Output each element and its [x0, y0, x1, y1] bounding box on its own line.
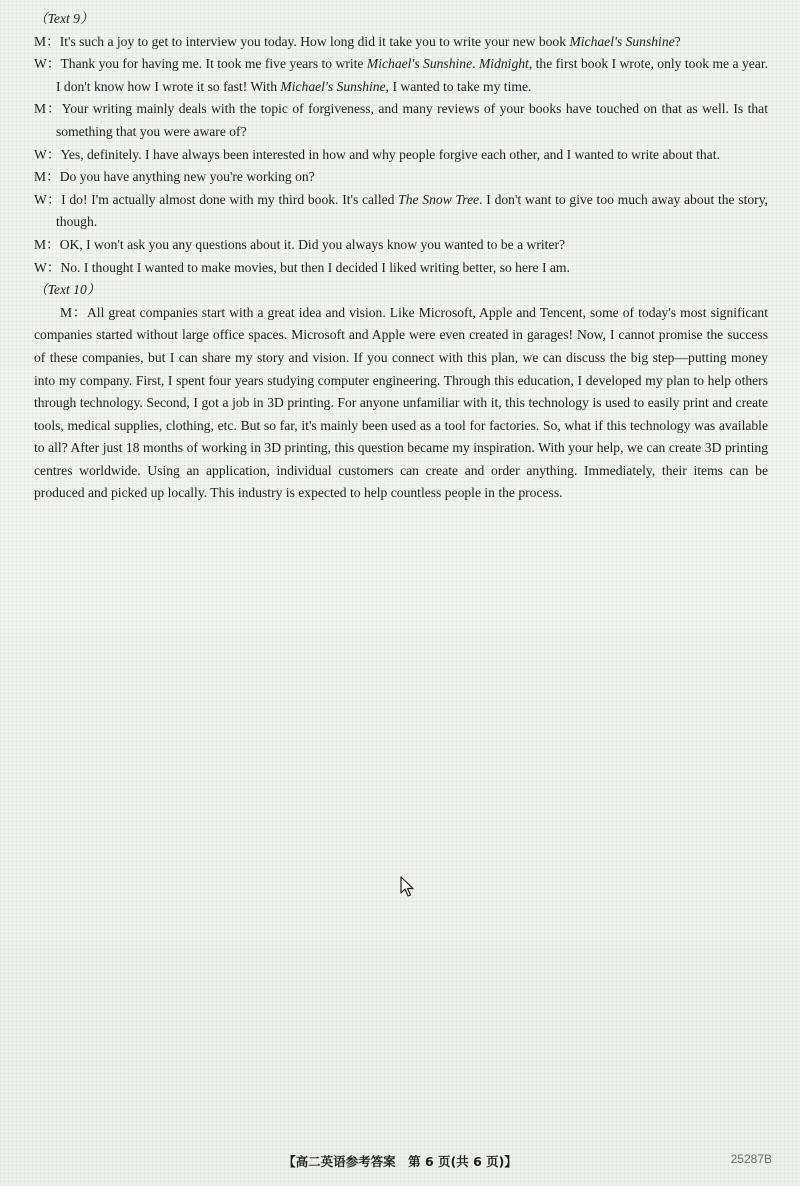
book-title: Midnight	[478, 56, 529, 72]
footer-code: 25287B	[730, 1152, 772, 1166]
dialogue-line	[34, 234, 768, 257]
dialogue-text: It's such a joy to get to interview you today. How long did it take you to write your new book	[59, 33, 570, 49]
footer-page-info: 【高二英语参考答案 第 6 页(共 6 页)】	[283, 1154, 517, 1169]
speaker-label: M：	[34, 169, 60, 185]
dialogue-text: I do! I'm actually almost done with my third book. It's called	[61, 191, 399, 207]
text9-dialogue	[34, 31, 768, 280]
text10-speaker: M：	[60, 304, 87, 320]
book-title: Michael's Sunshine	[569, 33, 675, 49]
speaker-label: W：	[34, 191, 62, 207]
dialogue-text: . I don't want to give too much away about the story, though.	[56, 191, 769, 230]
dialogue-text: Your writing mainly deals with the topic of forgiveness, and many reviews of your books have touched on that as well. Is that something that you were aware of?	[56, 101, 768, 139]
book-title: Michael's Sunshine	[366, 56, 473, 72]
dialogue-text: , the first book I wrote, only took me a year. I don't know how I wrote it so fast! With	[56, 56, 768, 94]
text9-label: （Text 9）	[34, 11, 94, 26]
dialogue-line	[34, 189, 768, 234]
speaker-label: M：	[34, 33, 60, 49]
mouse-cursor-icon	[400, 876, 414, 898]
dialogue-line	[34, 144, 768, 167]
dialogue-text: Thank you for having me. It took me five years to write	[60, 56, 367, 72]
dialogue-text: Do you have anything new you're working on?	[59, 169, 315, 185]
dialogue-text: ?	[674, 33, 681, 49]
text10-label: （Text 10）	[34, 282, 101, 298]
dialogue-text: OK, I won't ask you any questions about it. Did you always know you wanted to be a writer?	[59, 236, 566, 252]
text10-paragraph	[34, 302, 768, 505]
dialogue-line	[34, 31, 768, 54]
dialogue-line	[34, 98, 768, 143]
dialogue-line	[34, 53, 768, 98]
dialogue-line	[34, 257, 768, 280]
dialogue-text: No. I thought I wanted to make movies, but then I decided I liked writing better, so here I am.	[60, 259, 570, 275]
book-title: Michael's Sunshine	[280, 78, 386, 94]
speaker-label: W：	[34, 146, 61, 162]
dialogue-text: , I wanted to take my time.	[385, 78, 532, 94]
book-title: The Snow Tree	[398, 191, 480, 207]
dialogue-text: Yes, definitely. I have always been interested in how and why people forgive each other, and I wanted to write about that.	[60, 146, 720, 162]
speaker-label: M：	[34, 236, 60, 252]
speaker-label: W：	[34, 56, 61, 72]
speaker-label: M：	[34, 101, 62, 117]
transcript-content	[34, 8, 768, 505]
dialogue-text: .	[472, 56, 479, 72]
text10-body: All great companies start with a great idea and vision. Like Microsoft, Apple and Tencent, some of today's most significant companies started without large office spaces. Microsoft and Apple were even created in garages! Now, I cannot promise the success of these companies, but I can share my story and vision. If you connect with this plan, we can discuss the big step—putting money into my company. First, I spent four years studying computer engineering. Through this education, I developed my plan to help others through technology. Second, I got a job in 3D printing. For anyone unfamiliar with it, this technology is used to easily print and create tools, medical supplies, clothing, etc. But so far, it's mainly been used as a tool for factories. So, what if this technology was available to all? After just 18 months of working in 3D printing, this question became my inspiration. With your help, we can create 3D printing centres worldwide. Using an application, individual customers can create and order anything. Immediately, their items can be produced and picked up locally. This industry is expected to help countless people in the process.	[34, 304, 768, 501]
page-footer	[0, 1152, 800, 1172]
speaker-label: W：	[34, 259, 61, 275]
dialogue-line	[34, 166, 768, 189]
